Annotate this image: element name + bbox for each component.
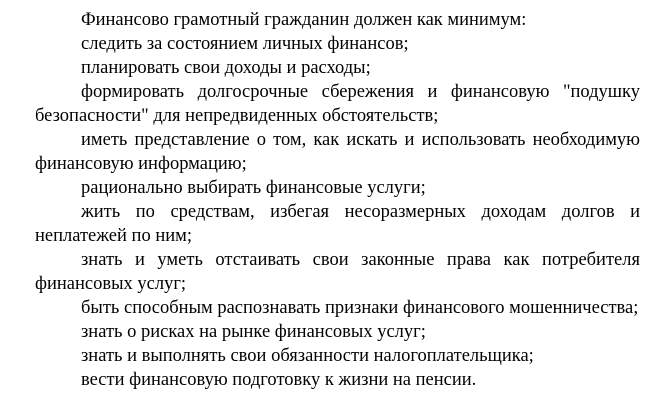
list-item: знать и выполнять свои обязанности налогоплательщика; <box>81 346 534 366</box>
list-item: быть способным распознавать признаки финансового мошенничества; <box>81 298 639 318</box>
list-item: рационально выбирать финансовые услуги; <box>81 178 426 198</box>
list-item: знать и уметь отстаивать свои законные права как потребителя финансовых услуг; <box>35 250 640 294</box>
list-item: формировать долгосрочные сбережения и финансовую "подушку безопасности" для непредвиденных обстоятельств; <box>35 82 640 126</box>
list-item: иметь представление о том, как искать и использовать необходимую финансовую информацию; <box>35 130 640 174</box>
list-item: вести финансовую подготовку к жизни на пенсии. <box>81 370 477 390</box>
list-item: жить по средствам, избегая несоразмерных доходам долгов и неплатежей по ним; <box>35 202 640 246</box>
list-item: следить за состоянием личных финансов; <box>81 34 409 54</box>
list-item: знать о рисках на рынке финансовых услуг; <box>81 322 426 342</box>
list-item: планировать свои доходы и расходы; <box>81 58 371 78</box>
intro-paragraph: Финансово грамотный гражданин должен как минимум: <box>81 10 527 30</box>
